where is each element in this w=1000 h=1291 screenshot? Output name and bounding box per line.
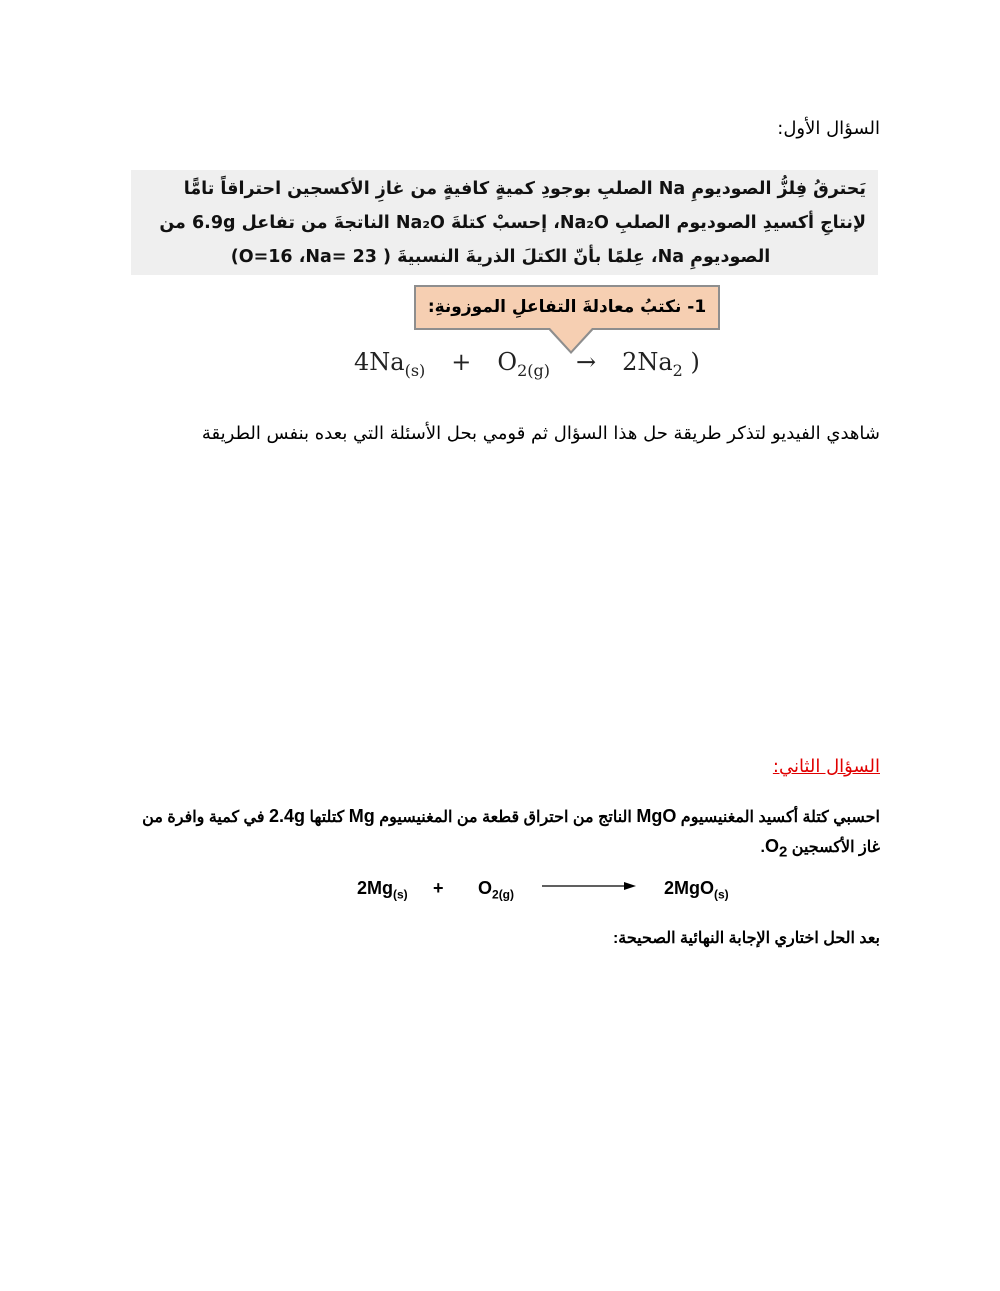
question-1-line: لإنتاجِ أكسيدِ الصوديوم الصلبِ Na₂O، إحسبْ كتلةَ Na₂O الناتجةَ من تفاعل 6.9g من: [159, 213, 866, 233]
reactant-oxygen: $O_{2(g)}$: [478, 878, 515, 902]
question-1-line: يَحترقُ فِلزُّ الصوديومِ Na الصلبِ بوجودِ كميةٍ كافيةٍ من غازِ الأكسجين احتراقاً تامًّا: [183, 179, 866, 199]
product-sodium-oxide: 2Na: [622, 348, 673, 376]
given-mass: 2.4g: [268, 806, 306, 826]
equation-step-callout: 1- نكتبُ معادلةَ التفاعلِ الموزونةِ:: [414, 285, 720, 330]
question-2-heading: السؤال الثاني:: [772, 756, 880, 777]
reactant-sodium: 4Na: [354, 348, 405, 376]
question-1-heading: السؤال الأول:: [777, 118, 880, 139]
reaction-arrow: [540, 878, 640, 898]
product-tail: ): [690, 348, 700, 376]
formula-mg: Mg: [348, 806, 375, 826]
question-text-part: في كمية وافرة من غاز الأكسجين: [142, 809, 880, 856]
reactant-sodium-state: (s): [404, 360, 426, 380]
sodium-combustion-equation: [354, 348, 774, 380]
magnesium-combustion-equation: [357, 878, 757, 908]
video-instruction: شاهدي الفيديو لتذكر طريقة حل هذا السؤال ثم قومي بحل الأسئلة التي بعده بنفس الطريقة: [201, 423, 880, 444]
question-2-text: [140, 802, 880, 867]
formula-mgo: MgO: [636, 806, 677, 826]
final-answer-instruction: بعد الحل اختاري الإجابة النهائية الصحيحة:: [612, 930, 880, 947]
question-1-text-box: [131, 170, 878, 275]
plus-sign: +: [433, 878, 444, 898]
question-text-part: احسبي كتلة أكسيد المغنيسيوم: [680, 809, 880, 826]
reactant-magnesium: $2Mg_{(s)}$: [357, 878, 408, 902]
question-1-image: [118, 158, 888, 420]
product-magnesium-oxide: 2MgO$_{(s)}$: [664, 878, 729, 902]
reactant-oxygen-subscript: 2(g): [517, 360, 550, 380]
plus-sign: +: [451, 348, 472, 376]
reactant-oxygen: O: [497, 348, 518, 376]
reaction-arrow: →: [575, 348, 597, 376]
product-subscript: 2: [672, 360, 683, 380]
formula-o2: $O_2$: [764, 836, 788, 861]
period: .: [760, 839, 765, 856]
question-text-part: الناتج من احتراق قطعة من المغنيسيوم: [379, 809, 632, 826]
question-text-part: كتلتها: [309, 809, 345, 826]
question-1-line: الصوديومِ Na، عِلمًا بأنّ الكتلَ الذريةَ النسبيةَ ( O=16 ،Na= 23): [230, 247, 771, 267]
